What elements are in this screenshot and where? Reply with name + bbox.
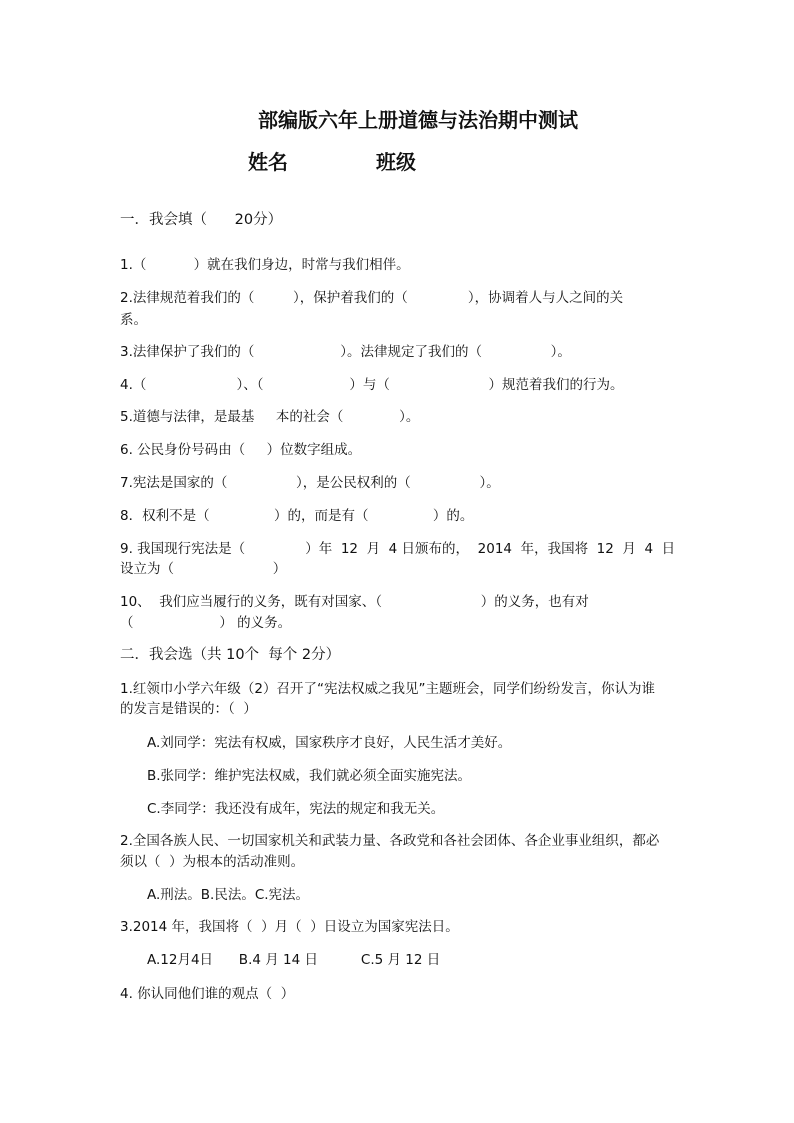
choice-question-1-option-a: A.刘同学：宪法有权威，国家秩序才良好，人民生活才美好。: [147, 735, 512, 751]
choice-question-1-option-c: C.李同学：我还没有成年，宪法的规定和我无关。: [147, 801, 445, 817]
fill-question-9-line1: 9. 我国现行宪法是（ ）年 12 月 4 日颁布的， 2014 年，我国将 12 月 4 日: [120, 541, 676, 557]
choice-question-1-line2: 的发言是错误的：（ ）: [120, 701, 257, 717]
fill-question-3: 3.法律保护了我们的（ ）。法律规定了我们的（ ）。: [120, 344, 571, 360]
choice-question-2-line2: 须以（ ）为根本的活动准则。: [120, 854, 305, 870]
section1-heading: 一．我会填（ 20分）: [120, 212, 283, 228]
fill-question-9-line2: 设立为（ ）: [120, 561, 287, 577]
fill-question-7: 7.宪法是国家的（ ），是公民权利的（ ）。: [120, 475, 500, 491]
choice-question-2-options: A.刑法。B.民法。C.宪法。: [147, 887, 310, 903]
choice-question-1-line1: 1.红领巾小学六年级（2）召开了“宪法权威之我见”主题班会，同学们纷纷发言，你认为谁: [120, 681, 655, 697]
name-class-line: [248, 146, 416, 175]
fill-question-8: 8．权利不是（ ）的，而是有（ ）的。: [120, 508, 474, 524]
fill-question-2-line1: 2.法律规范着我们的（ ），保护着我们的（ ），协调着人与人之间的关: [120, 290, 624, 306]
class-label: 班级: [376, 150, 416, 174]
fill-question-2-line2: 系。: [120, 312, 147, 328]
choice-question-2-line1: 2.全国各族人民、一切国家机关和武装力量、各政党和各社会团体、各企业事业组织，都必: [120, 833, 660, 849]
fill-question-10-line2: （ ） 的义务。: [120, 615, 292, 631]
fill-question-1: 1.（ ）就在我们身边，时常与我们相伴。: [120, 257, 410, 273]
choice-question-1-option-b: B.张同学：维护宪法权威，我们就必须全面实施宪法。: [147, 768, 472, 784]
choice-question-3: 3.2014 年，我国将（ ）月（ ）日设立为国家宪法日。: [120, 919, 459, 935]
choice-question-4: 4. 你认同他们谁的观点（ ）: [120, 986, 295, 1002]
fill-question-4: 4.（ ）、（ ）与（ ）规范着我们的行为。: [120, 377, 624, 393]
fill-question-6: 6. 公民身份号码由（ ）位数字组成。: [120, 442, 362, 458]
fill-question-5: 5.道德与法律，是最基 本的社会（ ）。: [120, 409, 420, 425]
choice-question-3-options: A.12月4日 B.4 月 14 日 C.5 月 12 日: [147, 952, 441, 968]
fill-question-10-line1: 10、 我们应当履行的义务，既有对国家、（ ）的义务，也有对: [120, 594, 589, 610]
section2-heading: 二．我会选（共 10个 每个 2分）: [120, 647, 341, 663]
document-title: 部编版六年上册道德与法治期中测试: [258, 108, 578, 132]
name-label: 姓名: [248, 150, 288, 174]
